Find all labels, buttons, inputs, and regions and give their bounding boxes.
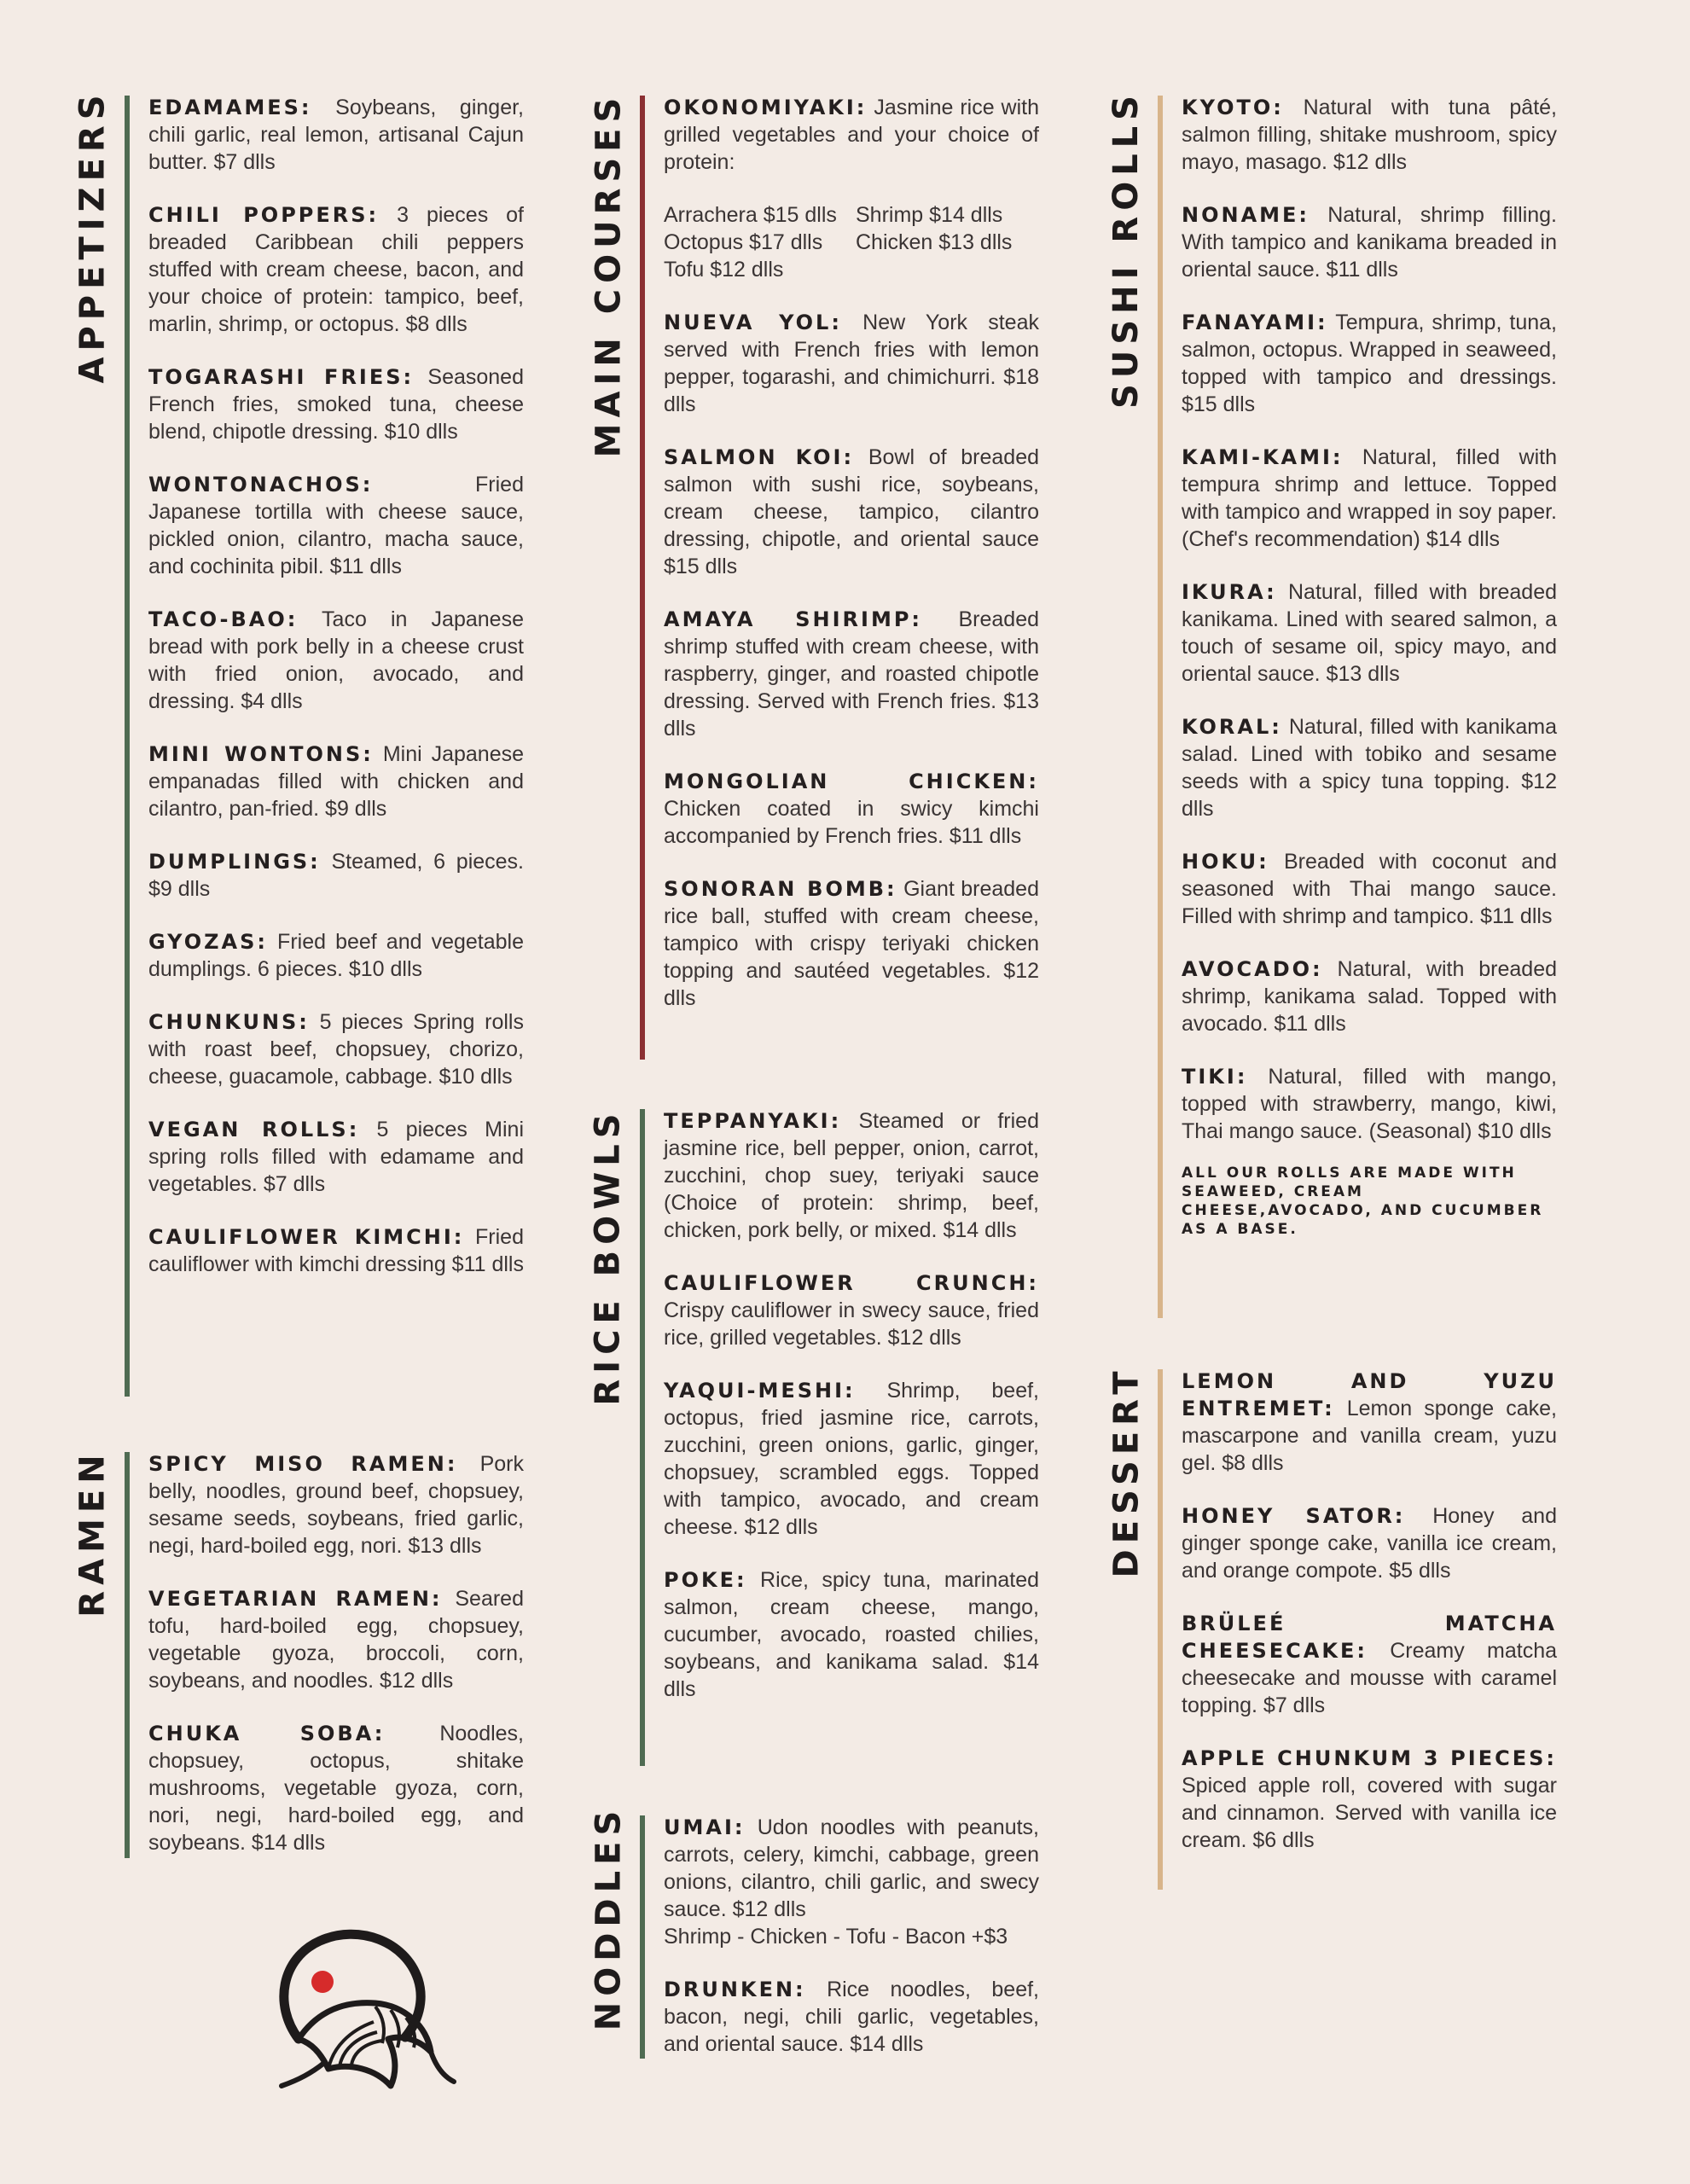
menu-item-description: Crispy cauliflower in swecy sauce, fried rice, grilled vegetables. $12 dlls bbox=[664, 1298, 1039, 1350]
menu-item-name: HOKU: bbox=[1182, 850, 1269, 874]
menu-item-name: APPLE CHUNKUM 3 PIECES: bbox=[1182, 1746, 1557, 1770]
section-divider bbox=[125, 1452, 130, 1858]
menu-item-dumplings bbox=[148, 848, 524, 903]
menu-item-description: Natural, filled with mango, topped with strawberry, mango, kiwi, Thai mango sauce. (Seasonal) $10 dlls bbox=[1182, 1065, 1558, 1143]
menu-item-kami-kami bbox=[1182, 444, 1557, 553]
menu-item-name: OKONOMIYAKI: bbox=[664, 96, 868, 119]
menu-item-name: FANAYAMI: bbox=[1182, 311, 1328, 334]
section-divider bbox=[1158, 1369, 1163, 1890]
menu-item-chunkuns bbox=[148, 1008, 524, 1090]
menu-item-name: DRUNKEN: bbox=[664, 1978, 806, 2001]
menu-item-description: Natural, filled with tempura shrimp and lettuce. Topped with tampico and wrapped in soy paper. (Chef's recommendation) $14 dlls bbox=[1182, 445, 1557, 551]
menu-item-hoku bbox=[1182, 848, 1557, 930]
menu-item-name: HONEY SATOR: bbox=[1182, 1504, 1406, 1528]
menu-item-description: Natural, shrimp filling. With tampico and kanikama breaded in oriental sauce. $11 dlls bbox=[1182, 203, 1557, 282]
menu-item-name: VEGETARIAN RAMEN: bbox=[148, 1587, 443, 1611]
menu-item-name: POKE: bbox=[664, 1568, 747, 1592]
ramen-section bbox=[72, 1449, 549, 1858]
menu-item-spicy-miso-ramen bbox=[148, 1450, 524, 1560]
section-title: RICE BOWLS bbox=[589, 1107, 629, 1406]
menu-item-description: Seasoned French fries, smoked tuna, cheese blend, chipotle dressing. $10 dlls bbox=[148, 365, 524, 444]
menu-item-name: EDAMAMES: bbox=[148, 96, 312, 119]
menu-item-description: Udon noodles with peanuts, carrots, celery, kimchi, cabbage, green onions, cilantro, chili garlic, and swecy sauce. $12 dlls bbox=[664, 1815, 1039, 1921]
koi-wave-logo-icon bbox=[247, 1911, 469, 2102]
menu-item-drunken bbox=[664, 1976, 1039, 2058]
section-title: APPETIZERS bbox=[73, 89, 113, 384]
menu-item-name: TEPPANYAKI: bbox=[664, 1109, 842, 1133]
menu-item-description: Seared tofu, hard-boiled egg, chopsuey, vegetable gyoza, broccoli, corn, soybeans, and noodles. $12 dlls bbox=[148, 1587, 524, 1693]
menu-item-description: 5 pieces Mini spring rolls filled with edamame and vegetables. $7 dlls bbox=[148, 1118, 524, 1196]
menu-item-name: CHUNKUNS: bbox=[148, 1010, 310, 1034]
menu-item-name: AMAYA SHIRIMP: bbox=[664, 607, 923, 631]
menu-item-description: New York steak served with French fries with lemon pepper, togarashi, and chimichurri. $18 dlls bbox=[664, 311, 1039, 416]
menu-item-description: Spiced apple roll, covered with sugar and cinnamon. Served with vanilla ice cream. $6 dlls bbox=[1182, 1774, 1557, 1852]
section-divider bbox=[1158, 96, 1163, 1318]
section-divider bbox=[640, 96, 645, 1060]
menu-item-description: Fried beef and vegetable dumplings. 6 pieces. $10 dlls bbox=[148, 930, 524, 981]
menu-item-edamames bbox=[148, 94, 524, 176]
menu-item-noname bbox=[1182, 201, 1557, 283]
section-divider bbox=[125, 96, 130, 1397]
rice-bowls-section bbox=[587, 1109, 1065, 1766]
menu-item-name: SPICY MISO RAMEN: bbox=[148, 1452, 458, 1476]
section-title: DESSERT bbox=[1106, 1365, 1146, 1578]
menu-item-name: SONORAN BOMB: bbox=[664, 877, 897, 901]
menu-item-description: Tempura, shrimp, tuna, salmon, octopus. Wrapped in seaweed, topped with tampico and dressings. $15 dlls bbox=[1182, 311, 1557, 416]
menu-item-name: BRÜLEÉ MATCHA CHEESECAKE: bbox=[1182, 1612, 1557, 1663]
menu-item-amaya-shirimp bbox=[664, 606, 1039, 742]
menu-item-chuka-soba bbox=[148, 1720, 524, 1856]
menu-item-addons: Shrimp - Chicken - Tofu - Bacon +$3 bbox=[664, 1925, 1008, 1949]
menu-item-cauliflower-kimchi bbox=[148, 1223, 524, 1278]
menu-item-name: YAQUI-MESHI: bbox=[664, 1379, 856, 1403]
menu-item-description: Rice noodles, beef, bacon, negi, chili garlic, vegetables, and oriental sauce. $14 dlls bbox=[664, 1978, 1039, 2056]
menu-item-description: Rice, spicy tuna, marinated salmon, cream cheese, mango, cucumber, avocado, roasted chilies, soybeans, and kanikama salad. $14 dlls bbox=[664, 1568, 1039, 1701]
menu-item-tiki bbox=[1182, 1063, 1557, 1145]
menu-item-description: Natural, with breaded shrimp, kanikama salad. Topped with avocado. $11 dlls bbox=[1182, 957, 1557, 1036]
menu-item-name: KYOTO: bbox=[1182, 96, 1284, 119]
menu-item-description: 5 pieces Spring rolls with roast beef, chopsuey, chorizo, cheese, guacamole, cabbage. $10 dlls bbox=[148, 1010, 524, 1089]
menu-item-description: 3 pieces of breaded Caribbean chili peppers stuffed with cream cheese, bacon, and your choice of protein: tampico, beef, marlin, shrimp, or octopus. $8 dlls bbox=[148, 203, 524, 336]
menu-item-name: VEGAN ROLLS: bbox=[148, 1118, 360, 1141]
menu-item-name: SALMON KOI: bbox=[664, 445, 855, 469]
menu-item-nueva-yol bbox=[664, 309, 1039, 418]
menu-item-description: Fried Japanese tortilla with cheese sauce, pickled onion, cilantro, macha sauce, and cochinita pibil. $11 dlls bbox=[148, 473, 524, 578]
appetizers-section bbox=[72, 89, 549, 1397]
menu-item-name: DUMPLINGS: bbox=[148, 850, 321, 874]
menu-item-description: Honey and ginger sponge cake, vanilla ice cream, and orange compote. $5 dlls bbox=[1182, 1504, 1557, 1583]
menu-item-umai bbox=[664, 1814, 1039, 1950]
menu-item-description: Steamed or fried jasmine rice, bell pepper, onion, carrot, zucchini, chop suey, teriyaki sauce (Choice of protein: shrimp, beef, chicken, pork belly, or mixed. $14 dlls bbox=[664, 1109, 1039, 1242]
menu-item-yaqui-meshi bbox=[664, 1377, 1039, 1541]
protein-price-list bbox=[664, 201, 1039, 283]
menu-item-chili-poppers bbox=[148, 201, 524, 338]
menu-item-vegetarian-ramen bbox=[148, 1585, 524, 1694]
menu-item-honey-sator bbox=[1182, 1502, 1557, 1584]
menu-item-koral bbox=[1182, 713, 1557, 822]
menu-item-name: IKURA: bbox=[1182, 580, 1277, 604]
menu-item-description: Fried cauliflower with kimchi dressing $11 dlls bbox=[148, 1225, 524, 1276]
menu-item-taco-bao bbox=[148, 606, 524, 715]
menu-item-description: Bowl of breaded salmon with sushi rice, soybeans, cream cheese, tampico, cilantro dressing, chipotle, and oriental sauce $15 dlls bbox=[664, 445, 1040, 578]
menu-item-description: Chicken coated in swicy kimchi accompanied by French fries. $11 dlls bbox=[664, 797, 1039, 848]
menu-item-sonoran-bomb bbox=[664, 875, 1039, 1012]
section-title: SUSHI ROLLS bbox=[1106, 90, 1147, 409]
menu-item-description: Soybeans, ginger, chili garlic, real lemon, artisanal Cajun butter. $7 dlls bbox=[148, 96, 524, 174]
menu-item-okonomiyaki bbox=[664, 94, 1039, 176]
menu-item-name: UMAI: bbox=[664, 1815, 746, 1839]
protein-option: Octopus $17 dlls bbox=[664, 230, 823, 254]
menu-item-name: CAULIFLOWER KIMCHI: bbox=[148, 1225, 465, 1249]
menu-item-name: GYOZAS: bbox=[148, 930, 268, 954]
menu-item-description: Taco in Japanese bread with pork belly in a cheese crust with fried onion, avocado, and dressing. $4 dlls bbox=[148, 607, 524, 713]
menu-item-mini-wontons bbox=[148, 741, 524, 822]
section-title: RAMEN bbox=[73, 1449, 113, 1618]
menu-item-description: Jasmine rice with grilled vegetables and your choice of protein: bbox=[664, 96, 1039, 174]
menu-item-description: Lemon sponge cake, mascarpone and vanilla cream, yuzu gel. $8 dlls bbox=[1182, 1397, 1558, 1475]
menu-item-name: CHILI POPPERS: bbox=[148, 203, 380, 227]
menu-item-description: Noodles, chopsuey, octopus, shitake mushrooms, vegetable gyoza, corn, nori, negi, hard-boiled egg, and soybeans. $14 dlls bbox=[148, 1722, 524, 1855]
menu-item-name: KORAL: bbox=[1182, 715, 1282, 739]
section-divider bbox=[640, 1815, 645, 2059]
sushi-rolls-section bbox=[1105, 90, 1583, 1318]
rolls-note: ALL OUR ROLLS ARE MADE WITH SEAWEED, CREAM CHEESE,AVOCADO, AND CUCUMBER AS A BASE. bbox=[1182, 1165, 1544, 1238]
menu-item-name: NUEVA YOL: bbox=[664, 311, 842, 334]
menu-item-name: MINI WONTONS: bbox=[148, 742, 374, 766]
menu-item-teppanyaki bbox=[664, 1107, 1039, 1244]
menu-item-description: Creamy matcha cheesecake and mousse with caramel topping. $7 dlls bbox=[1182, 1639, 1557, 1717]
menu-item-fanayami bbox=[1182, 309, 1557, 418]
menu-item-cauliflower-crunch bbox=[664, 1269, 1039, 1351]
menu-item-wontonachos bbox=[148, 471, 524, 580]
protein-option: Tofu $12 dlls bbox=[664, 258, 784, 282]
menu-item-salmon-koi bbox=[664, 444, 1039, 580]
menu-item-description: Giant breaded rice ball, stuffed with cream cheese, tampico with crispy teriyaki chicken topping and sautéed vegetables. $12 dlls bbox=[664, 877, 1039, 1010]
menu-item-name: AVOCADO: bbox=[1182, 957, 1323, 981]
menu-item-description: Natural, filled with breaded kanikama. Lined with seared salmon, a touch of sesame oil, spicy mayo, and oriental sauce. $13 dlls bbox=[1182, 580, 1558, 686]
menu-item-name: TACO-BAO: bbox=[148, 607, 299, 631]
menu-item-description: Natural with tuna pâté, salmon filling, shitake mushroom, spicy mayo, masago. $12 dlls bbox=[1182, 96, 1557, 174]
menu-item-kyoto bbox=[1182, 94, 1557, 176]
menu-item-name: NONAME: bbox=[1182, 203, 1310, 227]
menu-item-description: Natural, filled with kanikama salad. Lined with tobiko and sesame seeds with a spicy tuna topping. $12 dlls bbox=[1182, 715, 1557, 821]
menu-item-vegan-rolls bbox=[148, 1116, 524, 1198]
menu-item-name: MONGOLIAN CHICKEN: bbox=[664, 770, 1039, 793]
menu-item-gyozas bbox=[148, 928, 524, 983]
menu-item-name: LEMON AND YUZU ENTREMET: bbox=[1182, 1369, 1557, 1420]
menu-item-name: CHUKA SOBA: bbox=[148, 1722, 386, 1745]
protein-option: Shrimp $14 dlls bbox=[856, 203, 1003, 227]
menu-item-avocado bbox=[1182, 956, 1557, 1037]
menu-item-br-le-matcha-cheesecake bbox=[1182, 1610, 1557, 1719]
dessert-section bbox=[1105, 1365, 1583, 1890]
menu-item-name: TOGARASHI FRIES: bbox=[148, 365, 415, 389]
menu-item-description: Shrimp, beef, octopus, fried jasmine rice, carrots, zucchini, green onions, garlic, ginger, chopsuey, scrambled eggs. Topped with tampico, avocado, and cream cheese. $12 dlls bbox=[664, 1379, 1040, 1539]
main-courses-section bbox=[587, 91, 1065, 1060]
menu-item-name: KAMI-KAMI: bbox=[1182, 445, 1344, 469]
menu-item-name: TIKI: bbox=[1182, 1065, 1248, 1089]
section-title: MAIN COURSES bbox=[589, 91, 629, 458]
menu-item-apple-chunkum-3-pieces bbox=[1182, 1745, 1557, 1854]
menu-item-ikura bbox=[1182, 578, 1557, 688]
menu-item-name: WONTONACHOS: bbox=[148, 473, 374, 497]
menu-item-description: Pork belly, noodles, ground beef, chopsuey, sesame seeds, soybeans, fried garlic, negi, hard-boiled egg, nori. $13 dlls bbox=[148, 1452, 524, 1558]
menu-item-poke bbox=[664, 1566, 1039, 1703]
noodles-section bbox=[587, 1804, 1065, 2059]
protein-option: Arrachera $15 dlls bbox=[664, 203, 837, 227]
menu-item-description: Breaded shrimp stuffed with cream cheese, with raspberry, ginger, and roasted chipotle dressing. Served with French fries. $13 dlls bbox=[664, 607, 1040, 741]
section-divider bbox=[640, 1109, 645, 1766]
menu-item-description: Breaded with coconut and seasoned with Thai mango sauce. Filled with shrimp and tampico. $11 dlls bbox=[1182, 850, 1557, 928]
menu-item-name: CAULIFLOWER CRUNCH: bbox=[664, 1271, 1039, 1295]
menu-item-mongolian-chicken bbox=[664, 768, 1039, 850]
menu-item-togarashi-fries bbox=[148, 363, 524, 445]
section-title: NODDLES bbox=[589, 1804, 629, 2031]
menu-item-description: Steamed, 6 pieces. $9 dlls bbox=[148, 850, 524, 901]
protein-option: Chicken $13 dlls bbox=[856, 230, 1013, 254]
menu-item-lemon-and-yuzu-entremet bbox=[1182, 1368, 1557, 1477]
menu-item-description: Mini Japanese empanadas filled with chicken and cilantro, pan-fried. $9 dlls bbox=[148, 742, 524, 821]
